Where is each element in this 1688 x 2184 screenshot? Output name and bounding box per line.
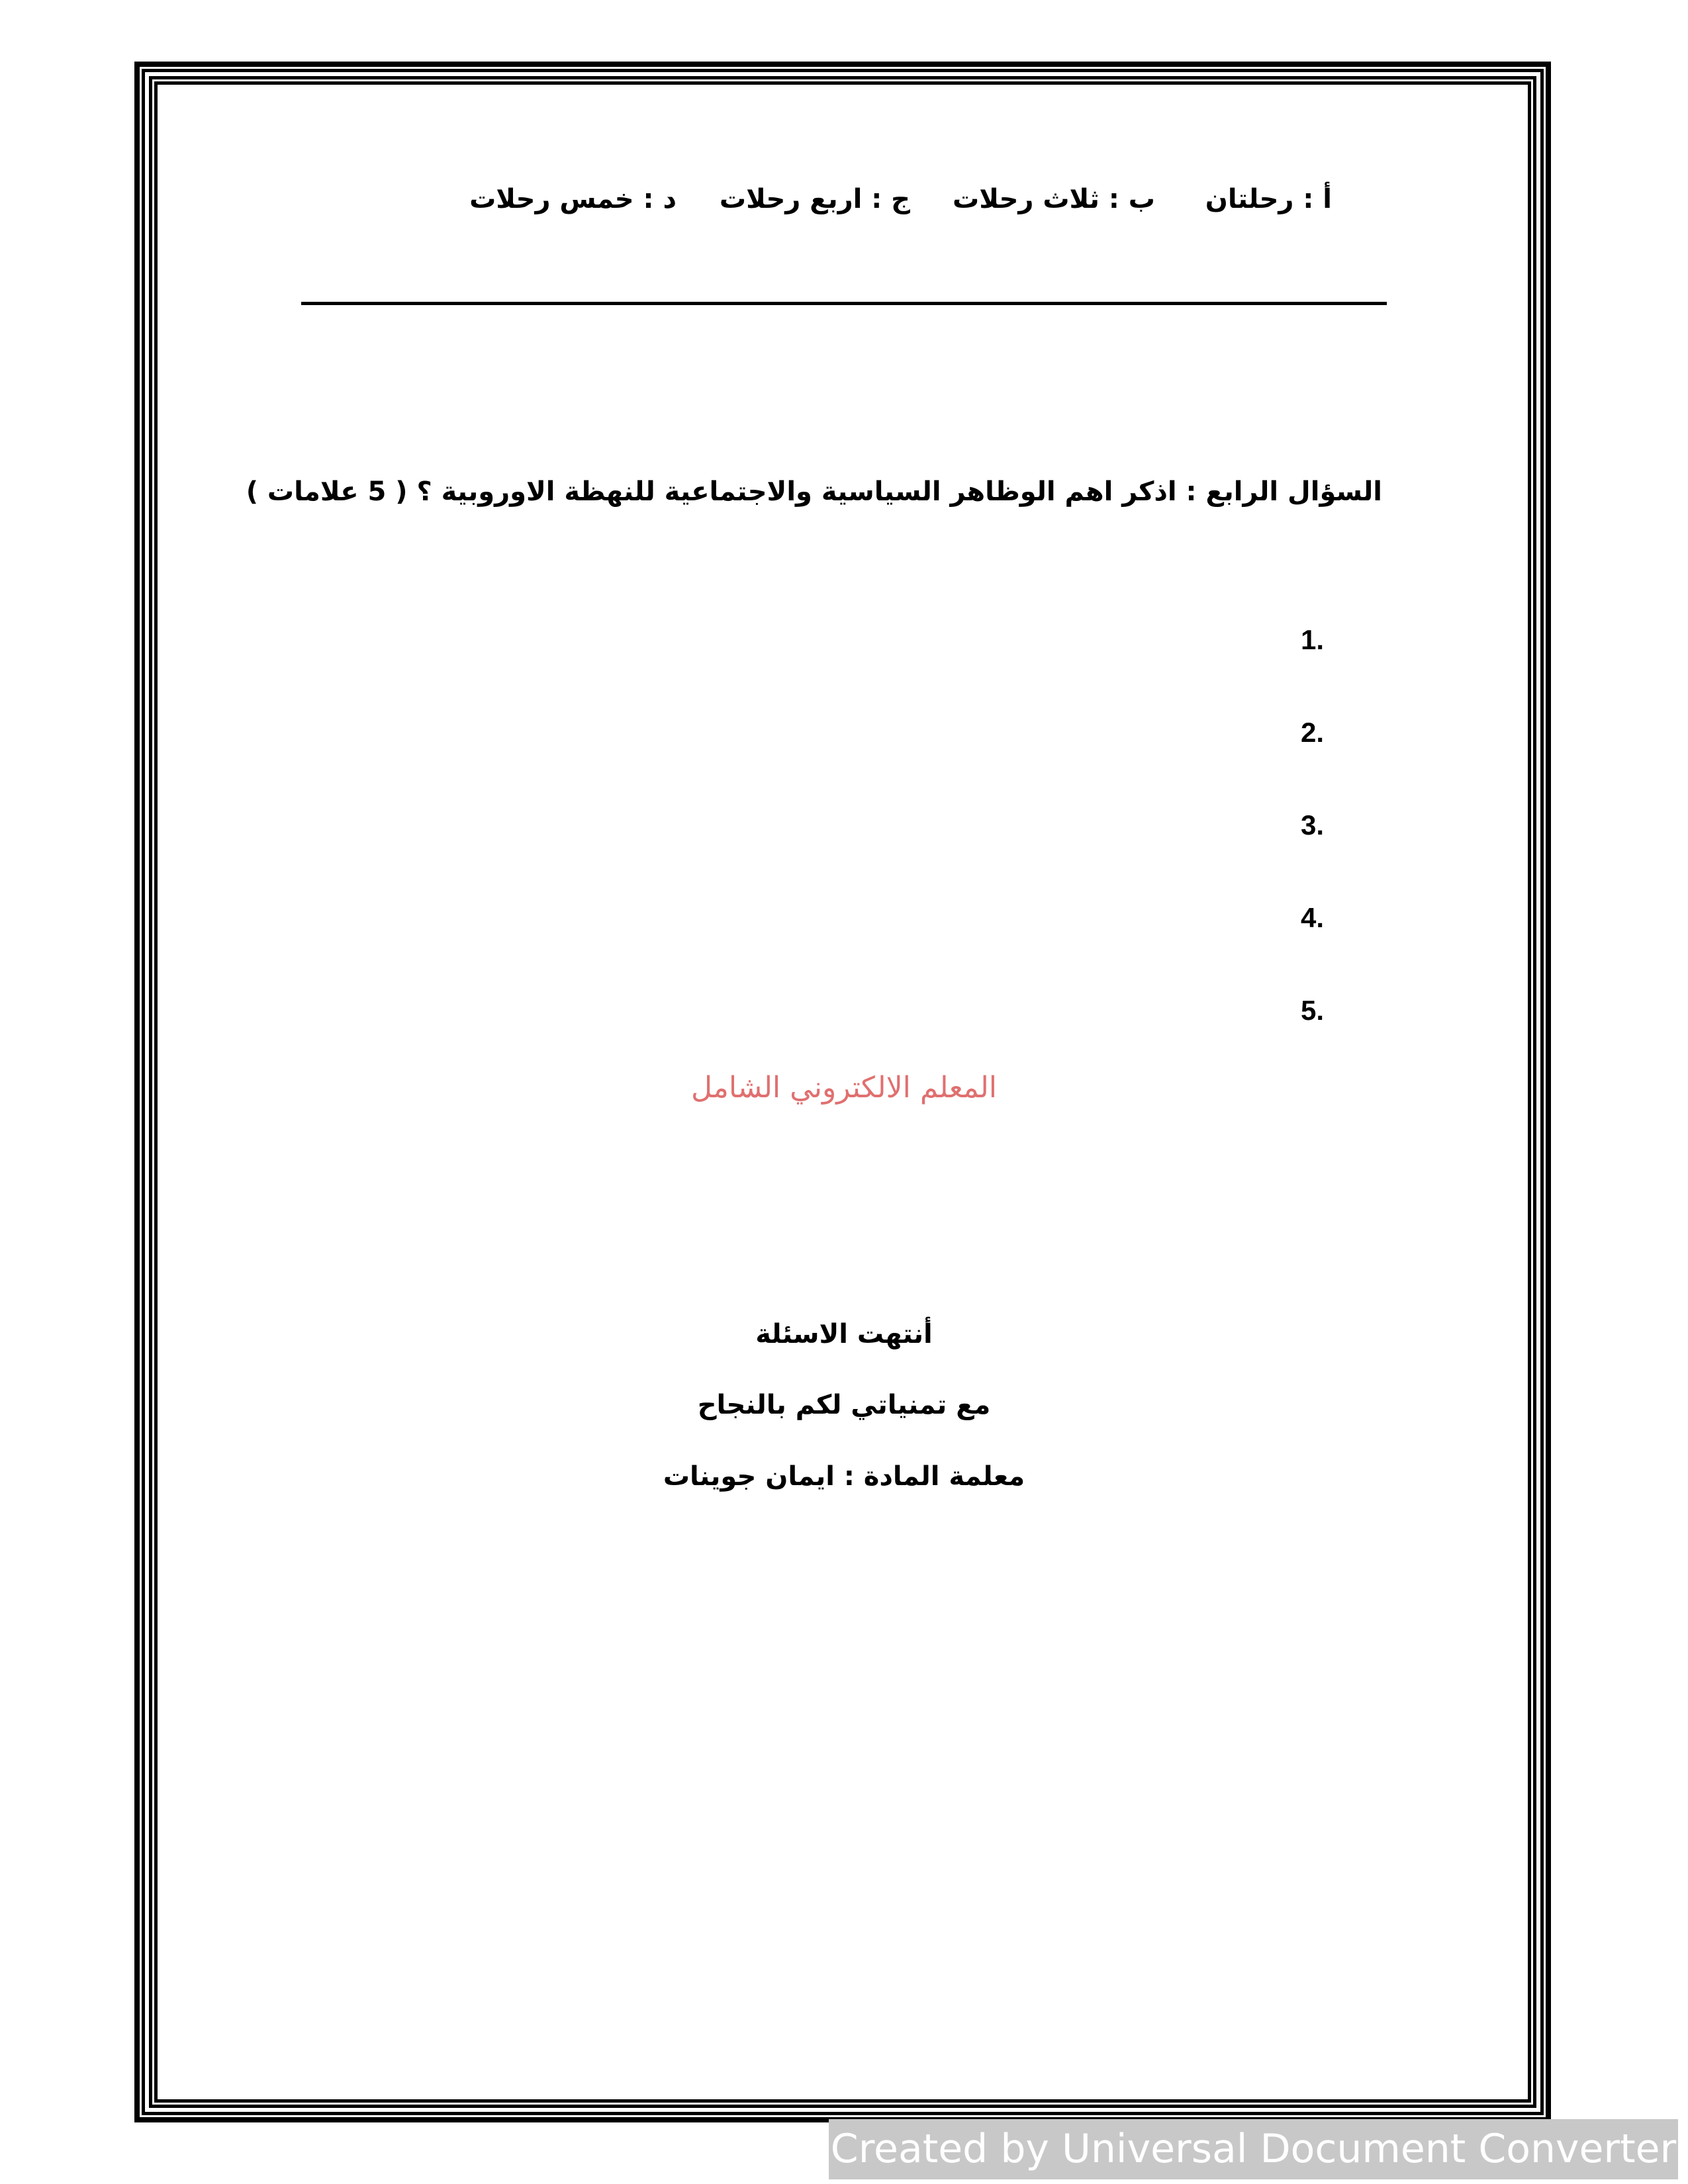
answer-number-4: 4.	[1301, 902, 1325, 933]
answer-number-1: 1.	[1301, 624, 1325, 655]
watermark-text: المعلم الالكتروني الشامل	[690, 1071, 998, 1105]
separator-line	[301, 302, 1387, 305]
question-four: السؤال الرابع : اذكر اهم الوظاهر السياسية والاجتماعية للنهظة الاوروبية ؟ ( 5 علامات )	[246, 477, 1382, 507]
answer-number-2: 2.	[1301, 717, 1325, 748]
closing-end-of-questions: أنتهت الاسئلة	[755, 1319, 933, 1349]
option-b: ب : ثلاث رحلات	[953, 184, 1155, 214]
closing-good-luck: مع تمنياتي لكم بالنجاح	[697, 1390, 991, 1420]
answer-number-5: 5.	[1301, 995, 1325, 1026]
option-c: ج : اربع رحلات	[719, 184, 910, 214]
closing-teacher-name: معلمة المادة : ايمان جوينات	[663, 1461, 1025, 1492]
converter-banner: Created by Universal Document Converter	[829, 2119, 1678, 2179]
option-a: أ : رحلتان	[1205, 184, 1332, 214]
answer-number-3: 3.	[1301, 809, 1325, 841]
option-d: د : خمس رحلات	[469, 184, 677, 214]
